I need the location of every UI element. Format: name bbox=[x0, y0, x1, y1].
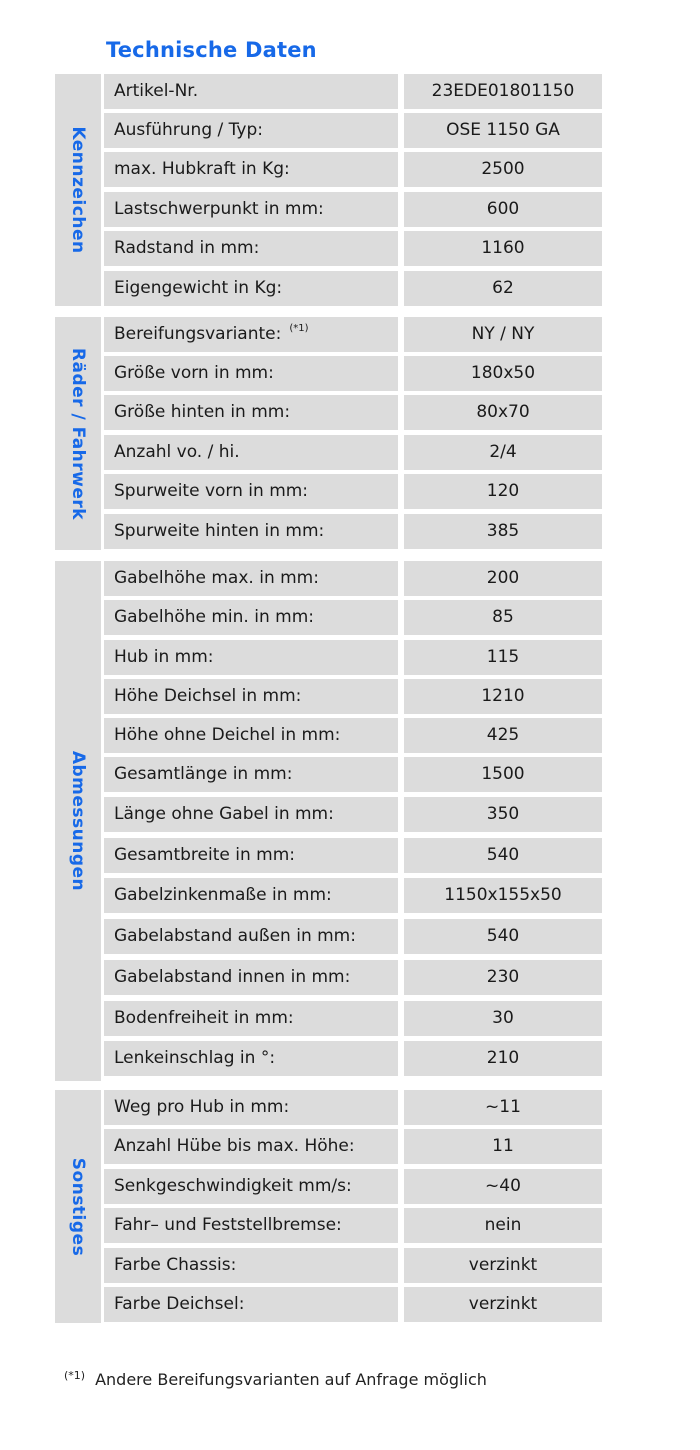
row-label: Höhe Deichsel in mm: bbox=[104, 679, 398, 714]
table-row bbox=[104, 192, 652, 227]
table-row bbox=[104, 600, 652, 635]
row-label: Bodenfreiheit in mm: bbox=[104, 1001, 398, 1036]
row-label: Gesamtbreite in mm: bbox=[104, 838, 398, 873]
row-value: 540 bbox=[404, 838, 602, 873]
table-row bbox=[104, 1090, 652, 1125]
table-row bbox=[104, 356, 652, 391]
row-value: ~40 bbox=[404, 1169, 602, 1204]
row-label: Höhe ohne Deichel in mm: bbox=[104, 718, 398, 753]
row-value: NY / NY bbox=[404, 317, 602, 352]
row-label: Artikel-Nr. bbox=[104, 74, 398, 109]
section-kennzeichen bbox=[55, 74, 605, 306]
row-value: 1160 bbox=[404, 231, 602, 266]
row-value: 2500 bbox=[404, 152, 602, 187]
row-value: 200 bbox=[404, 561, 602, 596]
section-title: Räder / Fahrwerk bbox=[68, 347, 88, 520]
section-title: Sonstiges bbox=[68, 1157, 88, 1256]
table-row bbox=[104, 797, 652, 832]
section-title: Abmessungen bbox=[68, 750, 88, 892]
table-row bbox=[104, 113, 652, 148]
row-label: Weg pro Hub in mm: bbox=[104, 1090, 398, 1125]
row-value: 23EDE01801150 bbox=[404, 74, 602, 109]
table-row bbox=[104, 317, 652, 352]
section-side-header bbox=[55, 317, 101, 550]
table-row bbox=[104, 395, 652, 430]
row-label: Gabelhöhe min. in mm: bbox=[104, 600, 398, 635]
table-row bbox=[104, 1248, 652, 1283]
row-label: Senkgeschwindigkeit mm/s: bbox=[104, 1169, 398, 1204]
table-row bbox=[104, 960, 652, 995]
row-value: 2/4 bbox=[404, 435, 602, 470]
footnote-text: Andere Bereifungsvarianten auf Anfrage möglich bbox=[95, 1370, 487, 1389]
table-row bbox=[104, 718, 652, 753]
row-label bbox=[104, 317, 398, 352]
row-value: 120 bbox=[404, 474, 602, 509]
row-value: 85 bbox=[404, 600, 602, 635]
section-side-header bbox=[55, 74, 101, 306]
row-value: 600 bbox=[404, 192, 602, 227]
row-value: 385 bbox=[404, 514, 602, 549]
table-row bbox=[104, 1129, 652, 1164]
section-abmessungen bbox=[55, 561, 605, 1081]
row-value: nein bbox=[404, 1208, 602, 1243]
section-raeder-fahrwerk bbox=[55, 317, 605, 550]
section-side-header bbox=[55, 561, 101, 1081]
row-value: verzinkt bbox=[404, 1287, 602, 1322]
row-label-text: Bereifungsvariante: bbox=[114, 324, 282, 344]
row-value: 350 bbox=[404, 797, 602, 832]
table-row bbox=[104, 1287, 652, 1322]
row-label: Spurweite vorn in mm: bbox=[104, 474, 398, 509]
row-label: Hub in mm: bbox=[104, 640, 398, 675]
table-row bbox=[104, 152, 652, 187]
table-row bbox=[104, 435, 652, 470]
row-value: 1500 bbox=[404, 757, 602, 792]
row-value: 62 bbox=[404, 271, 602, 306]
footnote-marker: (*1) bbox=[64, 1369, 86, 1382]
row-label: Gesamtlänge in mm: bbox=[104, 757, 398, 792]
section-title: Kennzeichen bbox=[68, 126, 88, 254]
row-label: Gabelabstand außen in mm: bbox=[104, 919, 398, 954]
row-value: 1150x155x50 bbox=[404, 878, 602, 913]
row-value: 425 bbox=[404, 718, 602, 753]
row-value: 1210 bbox=[404, 679, 602, 714]
table-row bbox=[104, 838, 652, 873]
row-value: 30 bbox=[404, 1001, 602, 1036]
row-value: ~11 bbox=[404, 1090, 602, 1125]
row-label: Lenkeinschlag in °: bbox=[104, 1041, 398, 1076]
table-row bbox=[104, 878, 652, 913]
row-label: Größe hinten in mm: bbox=[104, 395, 398, 430]
row-label: Eigengewicht in Kg: bbox=[104, 271, 398, 306]
row-value: 230 bbox=[404, 960, 602, 995]
table-row bbox=[104, 514, 652, 549]
table-row bbox=[104, 1041, 652, 1076]
page-title: Technische Daten bbox=[106, 38, 317, 62]
row-label: Gabelzinkenmaße in mm: bbox=[104, 878, 398, 913]
row-label: Ausführung / Typ: bbox=[104, 113, 398, 148]
table-row bbox=[104, 919, 652, 954]
table-row bbox=[104, 757, 652, 792]
row-label: Radstand in mm: bbox=[104, 231, 398, 266]
row-label: Spurweite hinten in mm: bbox=[104, 514, 398, 549]
row-value: 210 bbox=[404, 1041, 602, 1076]
row-value: OSE 1150 GA bbox=[404, 113, 602, 148]
table-row bbox=[104, 561, 652, 596]
row-value: 540 bbox=[404, 919, 602, 954]
row-label: Gabelabstand innen in mm: bbox=[104, 960, 398, 995]
row-label: Länge ohne Gabel in mm: bbox=[104, 797, 398, 832]
table-row bbox=[104, 679, 652, 714]
row-label: Größe vorn in mm: bbox=[104, 356, 398, 391]
table-row bbox=[104, 1208, 652, 1243]
row-label: Anzahl vo. / hi. bbox=[104, 435, 398, 470]
row-value: verzinkt bbox=[404, 1248, 602, 1283]
table-row bbox=[104, 1001, 652, 1036]
row-value: 80x70 bbox=[404, 395, 602, 430]
row-label: max. Hubkraft in Kg: bbox=[104, 152, 398, 187]
row-value: 11 bbox=[404, 1129, 602, 1164]
row-label: Farbe Chassis: bbox=[104, 1248, 398, 1283]
section-sonstiges bbox=[55, 1090, 605, 1323]
row-label: Lastschwerpunkt in mm: bbox=[104, 192, 398, 227]
table-row bbox=[104, 640, 652, 675]
table-row bbox=[104, 474, 652, 509]
row-value: 180x50 bbox=[404, 356, 602, 391]
section-side-header bbox=[55, 1090, 101, 1323]
row-label: Gabelhöhe max. in mm: bbox=[104, 561, 398, 596]
row-label: Anzahl Hübe bis max. Höhe: bbox=[104, 1129, 398, 1164]
row-label: Fahr– und Feststellbremse: bbox=[104, 1208, 398, 1243]
table-row bbox=[104, 271, 652, 306]
row-value: 115 bbox=[404, 640, 602, 675]
footnote-marker: (*1) bbox=[289, 323, 309, 334]
footnote bbox=[64, 1370, 487, 1389]
table-row bbox=[104, 74, 652, 109]
table-row bbox=[104, 231, 652, 266]
row-label: Farbe Deichsel: bbox=[104, 1287, 398, 1322]
table-row bbox=[104, 1169, 652, 1204]
